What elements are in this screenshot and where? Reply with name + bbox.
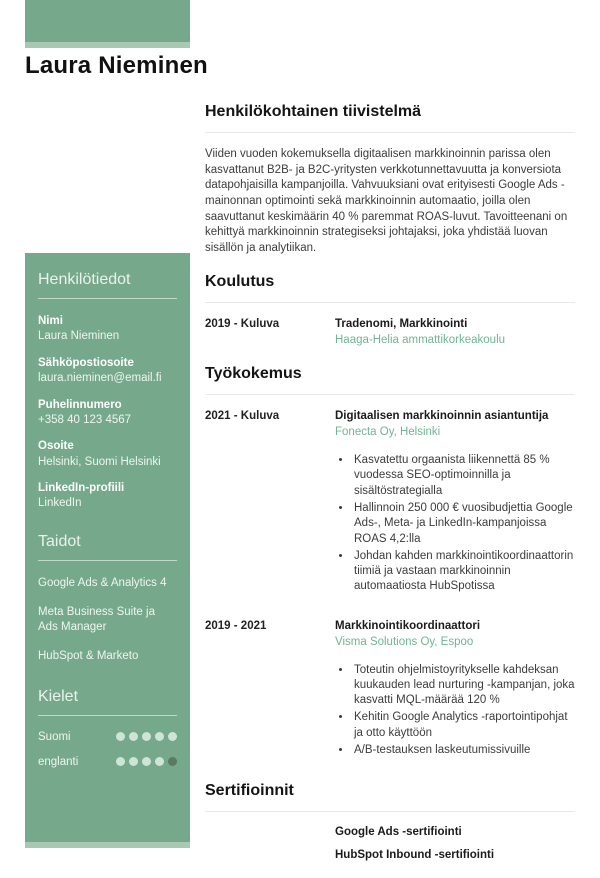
certification-item: HubSpot Inbound -sertifiointi (335, 849, 495, 862)
education-section (205, 273, 575, 348)
skills-section (38, 533, 177, 678)
experience-role: Digitaalisen markkinoinnin asiantuntija (335, 410, 549, 423)
experience-bullet-list (352, 453, 575, 595)
summary-section (205, 103, 575, 256)
field-linkedin (38, 481, 177, 511)
level-dot-filled (129, 732, 138, 741)
language-row (38, 756, 177, 768)
certification-list (335, 826, 575, 861)
language-row (38, 731, 177, 743)
certification-item: Google Ads -sertifiointi (335, 826, 462, 839)
experience-bullet: • A/B-testauksen laskeutumissivuille (352, 743, 575, 758)
education-entry (205, 317, 575, 348)
level-dot-empty (168, 757, 177, 766)
field-email-label: Sähköpostiosoite (38, 356, 134, 369)
experience-period: 2019 - 2021 (205, 619, 267, 632)
experience-bullet: • Kehitin Google Analytics -raportointipohjat ja otto käyttöön (352, 710, 575, 741)
personal-info-title: Henkilötiedot (38, 271, 177, 299)
experience-title: Työkokemus (205, 365, 575, 395)
experience-details (335, 409, 575, 596)
level-dot-filled (116, 757, 125, 766)
field-email-value: laura.nieminen@email.fi (38, 372, 162, 385)
language-level-dots (116, 757, 177, 766)
personal-info-section (38, 271, 177, 523)
language-name: englanti (38, 755, 79, 768)
level-dot-filled (168, 732, 177, 741)
language-level-dots (116, 732, 177, 741)
skill-item: Google Ads & Analytics 4 (38, 576, 167, 589)
header-accent-block (25, 0, 190, 48)
level-dot-filled (155, 757, 164, 766)
experience-company: Fonecta Oy, Helsinki (335, 426, 441, 439)
experience-bullet-list (352, 663, 575, 759)
experience-bullet: • Kasvatettu orgaanista liikennettä 85 % vuodessa SEO-optimoinnilla ja sisältöstrategialla (352, 453, 575, 499)
experience-entry (205, 619, 575, 761)
level-dot-filled (116, 732, 125, 741)
field-phone-label: Puhelinnumero (38, 398, 122, 411)
skill-item: HubSpot & Marketo (38, 649, 139, 662)
education-title: Koulutus (205, 273, 575, 303)
language-name: Suomi (38, 730, 71, 743)
education-school: Haaga-Helia ammattikorkeakoulu (335, 334, 506, 347)
header-accent-block-main (25, 0, 190, 42)
education-details (335, 317, 575, 348)
experience-entry (205, 409, 575, 596)
field-name-label: Nimi (38, 315, 63, 327)
field-address-label: Osoite (38, 440, 74, 453)
linkedin-link[interactable]: LinkedIn (38, 497, 82, 510)
field-linkedin-label: LinkedIn-profiili (38, 482, 125, 494)
field-address-value: Helsinki, Suomi Helsinki (38, 455, 161, 468)
experience-company: Visma Solutions Oy, Espoo (335, 635, 474, 648)
field-name (38, 314, 177, 344)
experience-bullet: • Toteutin ohjelmistoyritykselle kahdeksan kuukauden lead nurturing -kampanjan, joka kasvatti MQL-määrää 120 % (352, 663, 575, 709)
level-dot-filled (155, 732, 164, 741)
header-accent-block-strip (25, 42, 190, 48)
education-period: 2019 - Kuluva (205, 318, 280, 331)
level-dot-filled (142, 757, 151, 766)
certifications-section (205, 782, 575, 861)
field-email (38, 356, 177, 386)
education-degree: Tradenomi, Markkinointi (335, 318, 468, 331)
field-phone-value: +358 40 123 4567 (38, 413, 132, 426)
sidebar (25, 253, 190, 848)
field-address (38, 439, 177, 469)
cv-name: Laura Nieminen (25, 52, 208, 79)
experience-bullet: • Hallinnoin 250 000 € vuosibudjettia Google Ads-, Meta- ja LinkedIn-kampanjoissa ROAS 4,2:lla (352, 501, 575, 547)
sidebar-accent-strip (25, 842, 190, 848)
languages-section (38, 688, 177, 781)
certifications-title: Sertifioinnit (205, 782, 575, 812)
field-name-value: Laura Nieminen (38, 330, 120, 343)
languages-title: Kielet (38, 688, 177, 716)
summary-text: Viiden vuoden kokemuksella digitaalisen markkinoinnin parissa olen kasvattanut B2B- ja B2C-yritysten verkkotunnettavuutta ja konversiota datapohjaisilla kampanjoilla. Vahvuuksiani ovat erityisesti Google Ads -mainonnan optimointi sekä markkinoinnin automaatio, joilla olen saavuttanut keskimäärin 40 % paremmat ROAS-luvut. Tavoitteenani on kehittyä markkinoinnin strategiseksi johtajaksi, joka yhdistää luovan sisällön ja analytiikan. (205, 148, 568, 254)
experience-section (205, 365, 575, 760)
level-dot-filled (129, 757, 138, 766)
experience-details (335, 619, 575, 761)
summary-title: Henkilökohtainen tiivistelmä (205, 103, 575, 133)
experience-bullet: • Johdan kahden markkinointikoordinaattorin tiimiä ja vastaan markkinoinnin automaatiosta HubSpotissa (352, 549, 575, 595)
skill-item: Meta Business Suite ja Ads Manager (38, 605, 155, 633)
skills-title: Taidot (38, 533, 177, 561)
main-content (205, 103, 575, 878)
experience-role: Markkinointikoordinaattori (335, 619, 481, 632)
field-phone (38, 398, 177, 428)
experience-period: 2021 - Kuluva (205, 410, 280, 423)
level-dot-filled (142, 732, 151, 741)
